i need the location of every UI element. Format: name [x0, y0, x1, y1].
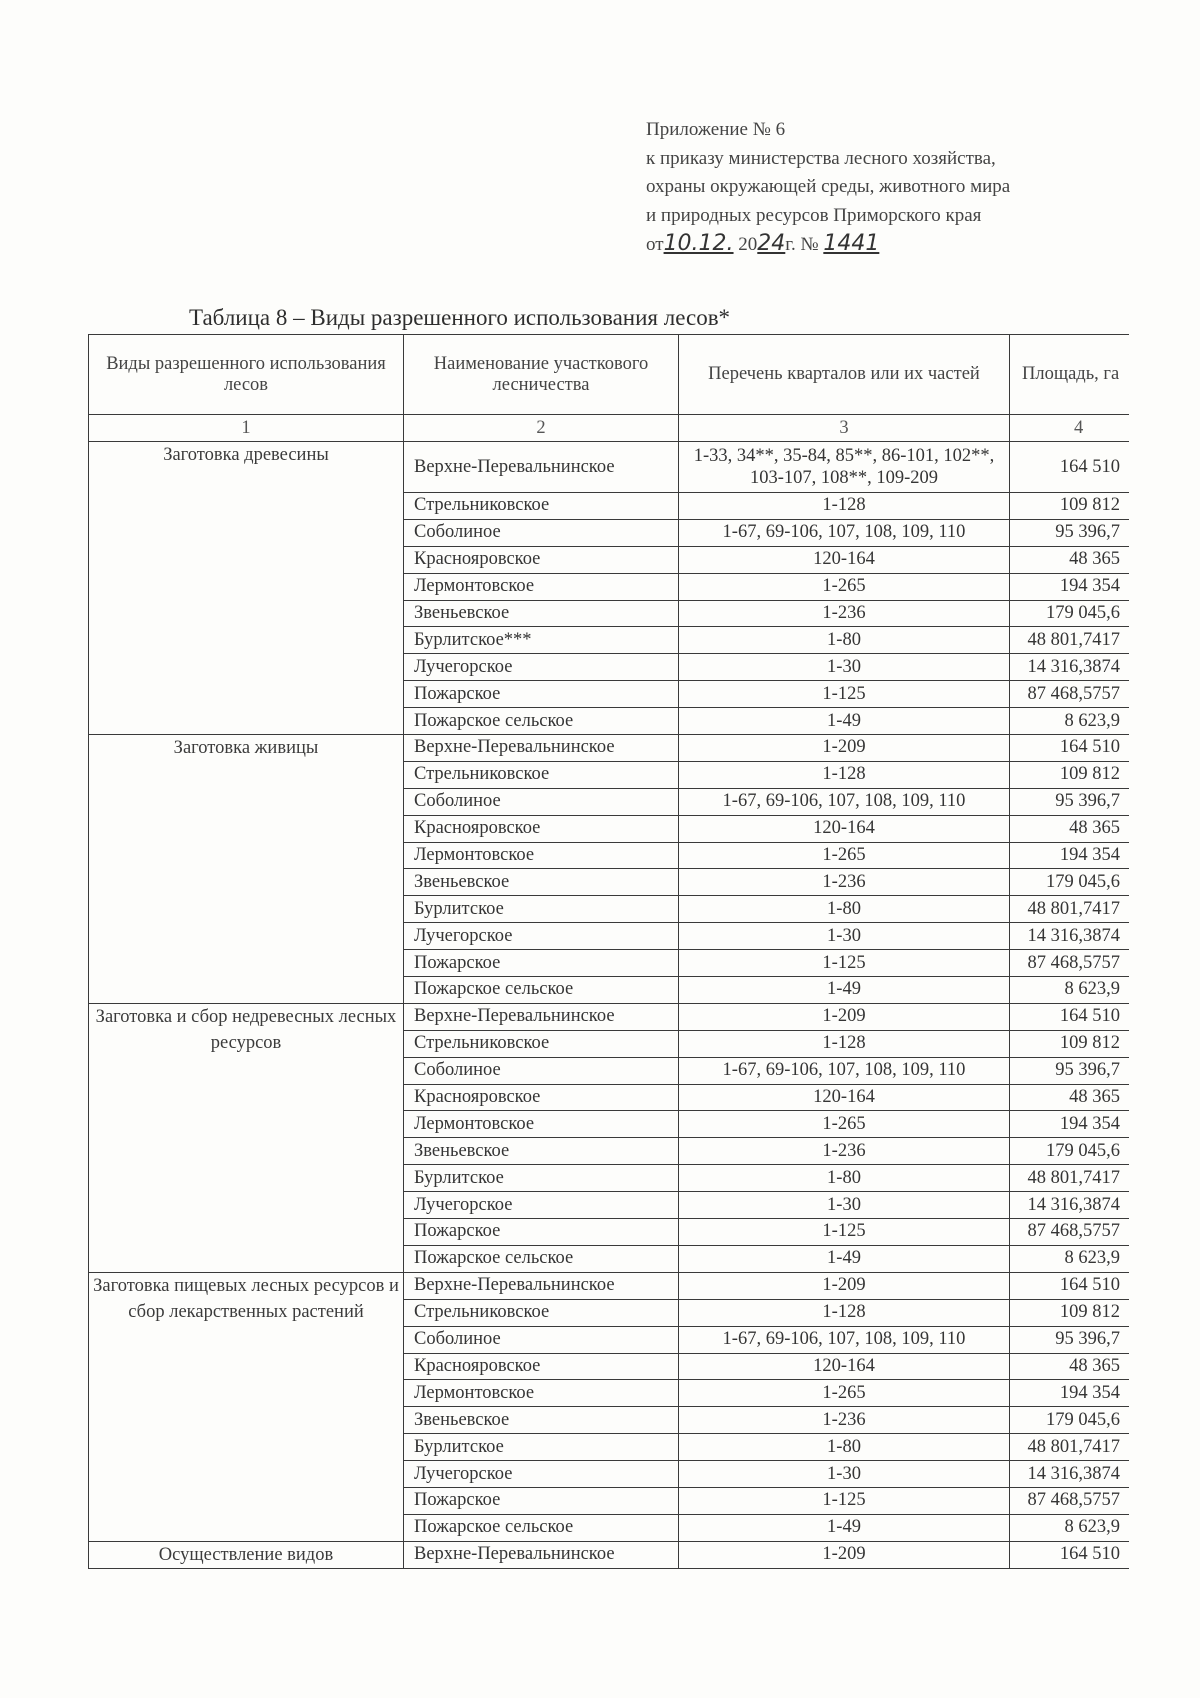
forestry-name-cell: Пожарское: [404, 950, 679, 977]
forestry-name-cell: Соболиное: [404, 1057, 679, 1084]
forestry-name-cell: Стрельниковское: [404, 493, 679, 520]
quarters-cell: 1-30: [679, 923, 1010, 950]
area-cell: 48 801,7417: [1010, 896, 1130, 923]
quarters-cell: 1-236: [679, 1407, 1010, 1434]
quarters-cell: 1-236: [679, 600, 1010, 627]
forestry-name-cell: Краснояровское: [404, 546, 679, 573]
forestry-name-cell: Верхне-Перевальнинское: [404, 735, 679, 762]
area-cell: 164 510: [1010, 442, 1130, 493]
quarters-cell: 1-125: [679, 1487, 1010, 1514]
forestry-name-cell: Лермонтовское: [404, 573, 679, 600]
appendix-line: охраны окружающей среды, животного мира: [646, 176, 1011, 197]
area-cell: 95 396,7: [1010, 1326, 1130, 1353]
area-cell: 109 812: [1010, 1030, 1130, 1057]
area-cell: 48 365: [1010, 1084, 1130, 1111]
forestry-name-cell: Звеньевское: [404, 1407, 679, 1434]
forestry-name-cell: Бурлитское: [404, 896, 679, 923]
date-prefix: от: [646, 234, 664, 255]
quarters-cell: 1-128: [679, 493, 1010, 520]
area-cell: 95 396,7: [1010, 519, 1130, 546]
table-row: [89, 735, 1130, 762]
quarters-cell: 1-209: [679, 735, 1010, 762]
table-body: [89, 442, 1130, 1569]
quarters-cell: 120-164: [679, 815, 1010, 842]
area-cell: 8 623,9: [1010, 1514, 1130, 1541]
quarters-cell: 1-265: [679, 573, 1010, 600]
quarters-cell: 1-209: [679, 1003, 1010, 1030]
column-header: Перечень кварталов или их частей: [679, 335, 1010, 415]
quarters-cell: 1-49: [679, 708, 1010, 735]
quarters-cell: 1-125: [679, 681, 1010, 708]
forestry-name-cell: Соболиное: [404, 1326, 679, 1353]
area-cell: 87 468,5757: [1010, 1487, 1130, 1514]
area-cell: 48 801,7417: [1010, 1434, 1130, 1461]
forestry-name-cell: Верхне-Перевальнинское: [404, 1003, 679, 1030]
area-cell: 48 801,7417: [1010, 627, 1130, 654]
forestry-name-cell: Соболиное: [404, 519, 679, 546]
table-title: Таблица 8 – Виды разрешенного использования лесов*: [189, 305, 731, 330]
quarters-cell: 1-33, 34**, 35-84, 85**, 86-101, 102**, 103-107, 108**, 109-209: [679, 442, 1010, 493]
area-cell: 14 316,3874: [1010, 1192, 1130, 1219]
forest-use-table: [88, 334, 1129, 1569]
area-cell: 164 510: [1010, 1541, 1130, 1568]
area-cell: 48 365: [1010, 1353, 1130, 1380]
area-cell: 14 316,3874: [1010, 1461, 1130, 1488]
quarters-cell: 1-125: [679, 1219, 1010, 1246]
quarters-cell: 1-67, 69-106, 107, 108, 109, 110: [679, 1326, 1010, 1353]
column-number: 1: [89, 415, 404, 442]
area-cell: 179 045,6: [1010, 1407, 1130, 1434]
quarters-cell: 1-67, 69-106, 107, 108, 109, 110: [679, 519, 1010, 546]
forestry-name-cell: Лермонтовское: [404, 842, 679, 869]
year-prefix: 20: [738, 234, 758, 255]
forestry-name-cell: Лучегорское: [404, 1192, 679, 1219]
quarters-cell: 1-128: [679, 1299, 1010, 1326]
quarters-cell: 1-30: [679, 654, 1010, 681]
forestry-name-cell: Пожарское: [404, 681, 679, 708]
area-cell: 87 468,5757: [1010, 950, 1130, 977]
table-row: [89, 1003, 1130, 1030]
table-row: [89, 1272, 1130, 1299]
order-date-line: [646, 230, 1146, 260]
column-number: 3: [679, 415, 1010, 442]
use-type-cell: Заготовка пищевых лесных ресурсов и сбор лекарственных растений: [89, 1272, 404, 1541]
quarters-cell: 1-80: [679, 1434, 1010, 1461]
forestry-name-cell: Пожарское сельское: [404, 977, 679, 1004]
table-container: [88, 334, 1129, 1574]
area-cell: 48 801,7417: [1010, 1165, 1130, 1192]
quarters-cell: 1-49: [679, 977, 1010, 1004]
quarters-cell: 1-236: [679, 1138, 1010, 1165]
forestry-name-cell: Верхне-Перевальнинское: [404, 1541, 679, 1568]
use-type-cell: Заготовка и сбор недревесных лесных ресурсов: [89, 1003, 404, 1272]
quarters-cell: 1-265: [679, 842, 1010, 869]
column-number-row: [89, 415, 1130, 442]
forestry-name-cell: Лучегорское: [404, 654, 679, 681]
quarters-cell: 1-49: [679, 1245, 1010, 1272]
area-cell: 179 045,6: [1010, 600, 1130, 627]
area-cell: 14 316,3874: [1010, 923, 1130, 950]
quarters-cell: 1-125: [679, 950, 1010, 977]
forestry-name-cell: Верхне-Перевальнинское: [404, 442, 679, 493]
area-cell: 179 045,6: [1010, 869, 1130, 896]
quarters-cell: 1-265: [679, 1111, 1010, 1138]
use-type-cell: Заготовка древесины: [89, 442, 404, 735]
forestry-name-cell: Бурлитское: [404, 1165, 679, 1192]
area-cell: 194 354: [1010, 1111, 1130, 1138]
quarters-cell: 1-30: [679, 1192, 1010, 1219]
forestry-name-cell: Пожарское: [404, 1487, 679, 1514]
use-type-cell: Заготовка живицы: [89, 735, 404, 1004]
appendix-number: Приложение № 6: [646, 119, 786, 140]
quarters-cell: 1-209: [679, 1541, 1010, 1568]
forestry-name-cell: Звеньевское: [404, 1138, 679, 1165]
appendix-block: [646, 116, 1146, 260]
area-cell: 95 396,7: [1010, 1057, 1130, 1084]
forestry-name-cell: Пожарское сельское: [404, 1245, 679, 1272]
area-cell: 179 045,6: [1010, 1138, 1130, 1165]
area-cell: 194 354: [1010, 1380, 1130, 1407]
forestry-name-cell: Пожарское: [404, 1219, 679, 1246]
area-cell: 48 365: [1010, 815, 1130, 842]
area-cell: 87 468,5757: [1010, 1219, 1130, 1246]
table-row: [89, 442, 1130, 493]
column-number: 2: [404, 415, 679, 442]
forestry-name-cell: Лермонтовское: [404, 1380, 679, 1407]
forestry-name-cell: Лучегорское: [404, 1461, 679, 1488]
column-header: Наименование участкового лесничества: [404, 335, 679, 415]
column-header: Виды разрешенного использования лесов: [89, 335, 404, 415]
handwritten-order-number: 1441: [823, 231, 880, 256]
area-cell: 48 365: [1010, 546, 1130, 573]
forestry-name-cell: Лермонтовское: [404, 1111, 679, 1138]
quarters-cell: 1-30: [679, 1461, 1010, 1488]
forestry-name-cell: Стрельниковское: [404, 761, 679, 788]
quarters-cell: 1-209: [679, 1272, 1010, 1299]
forestry-name-cell: Лучегорское: [404, 923, 679, 950]
forestry-name-cell: Стрельниковское: [404, 1030, 679, 1057]
area-cell: 87 468,5757: [1010, 681, 1130, 708]
forestry-name-cell: Звеньевское: [404, 600, 679, 627]
area-cell: 194 354: [1010, 842, 1130, 869]
quarters-cell: 1-265: [679, 1380, 1010, 1407]
area-cell: 109 812: [1010, 493, 1130, 520]
forestry-name-cell: Стрельниковское: [404, 1299, 679, 1326]
column-header: Площадь, га: [1010, 335, 1130, 415]
use-type-cell: Осуществление видов: [89, 1541, 404, 1568]
area-cell: 194 354: [1010, 573, 1130, 600]
area-cell: 14 316,3874: [1010, 654, 1130, 681]
quarters-cell: 120-164: [679, 1084, 1010, 1111]
forestry-name-cell: Бурлитское: [404, 1434, 679, 1461]
quarters-cell: 1-67, 69-106, 107, 108, 109, 110: [679, 1057, 1010, 1084]
quarters-cell: 1-80: [679, 1165, 1010, 1192]
appendix-line: к приказу министерства лесного хозяйства,: [646, 147, 996, 169]
number-label: г. №: [785, 234, 819, 255]
header-row: [89, 335, 1130, 415]
forestry-name-cell: Краснояровское: [404, 1084, 679, 1111]
handwritten-year: 24: [757, 231, 786, 256]
forestry-name-cell: Верхне-Перевальнинское: [404, 1272, 679, 1299]
area-cell: 8 623,9: [1010, 1245, 1130, 1272]
area-cell: 8 623,9: [1010, 708, 1130, 735]
quarters-cell: 1-80: [679, 627, 1010, 654]
appendix-line: и природных ресурсов Приморского края: [646, 204, 982, 226]
forestry-name-cell: Пожарское сельское: [404, 708, 679, 735]
quarters-cell: 1-236: [679, 869, 1010, 896]
forestry-name-cell: Звеньевское: [404, 869, 679, 896]
handwritten-date: 10.12.: [663, 231, 734, 256]
quarters-cell: 1-49: [679, 1514, 1010, 1541]
quarters-cell: 120-164: [679, 546, 1010, 573]
forestry-name-cell: Краснояровское: [404, 815, 679, 842]
area-cell: 109 812: [1010, 761, 1130, 788]
quarters-cell: 1-67, 69-106, 107, 108, 109, 110: [679, 788, 1010, 815]
area-cell: 95 396,7: [1010, 788, 1130, 815]
quarters-cell: 120-164: [679, 1353, 1010, 1380]
column-number: 4: [1010, 415, 1130, 442]
quarters-cell: 1-128: [679, 761, 1010, 788]
area-cell: 8 623,9: [1010, 977, 1130, 1004]
area-cell: 164 510: [1010, 735, 1130, 762]
table-row: [89, 1541, 1130, 1568]
area-cell: 164 510: [1010, 1003, 1130, 1030]
area-cell: 109 812: [1010, 1299, 1130, 1326]
quarters-cell: 1-128: [679, 1030, 1010, 1057]
forestry-name-cell: Бурлитское***: [404, 627, 679, 654]
forestry-name-cell: Соболиное: [404, 788, 679, 815]
quarters-cell: 1-80: [679, 896, 1010, 923]
area-cell: 164 510: [1010, 1272, 1130, 1299]
forestry-name-cell: Краснояровское: [404, 1353, 679, 1380]
forestry-name-cell: Пожарское сельское: [404, 1514, 679, 1541]
